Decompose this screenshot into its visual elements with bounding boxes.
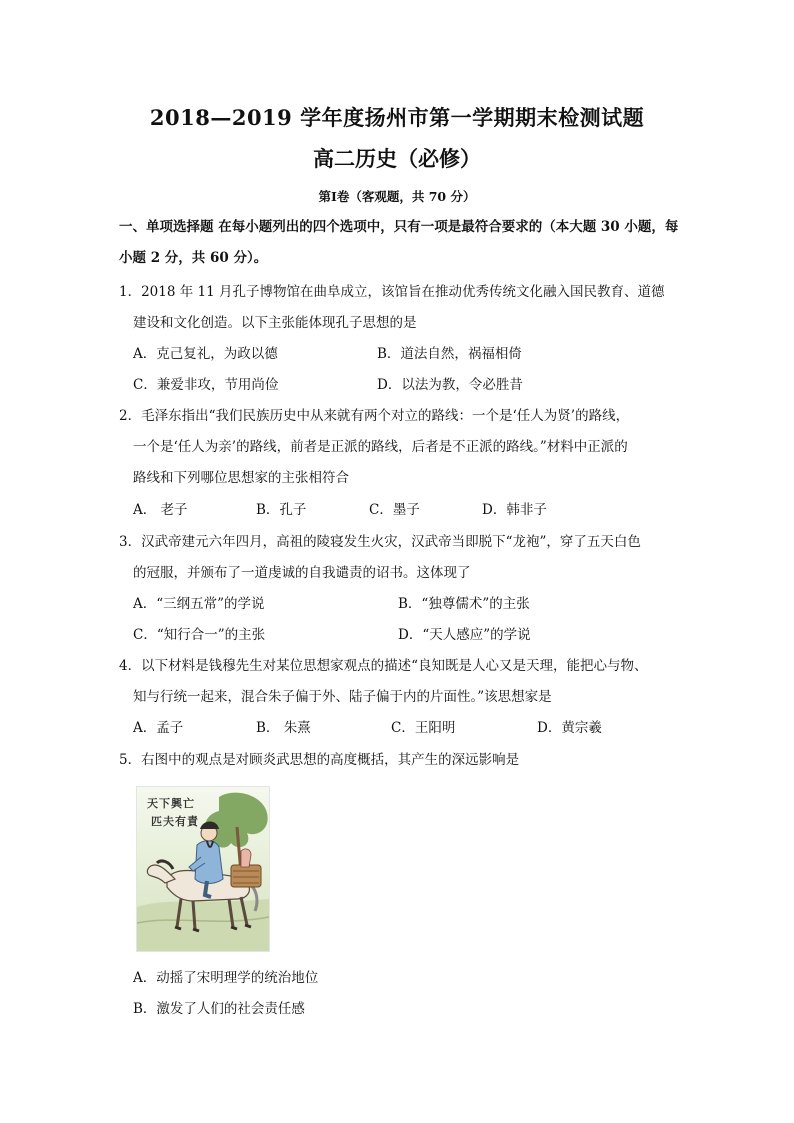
question-4-option-c: C．王阳明 [391,720,456,736]
question-1-stem-line-2: 建设和文化创造。以下主张能体现孔子思想的是 [133,315,417,331]
question-4-option-d: D．黄宗羲 [537,720,602,736]
exam-subtitle: 高二历史（必修） [313,146,481,171]
figure-caption-line-2: 匹夫有責 [151,815,199,828]
question-3-option-b: B．“独尊儒术”的主张 [398,596,530,612]
section-heading: 一、单项选择题 在每小题列出的四个选项中，只有一项是最符合要求的（本大题 30 小题，每小题 2 分，共 60 分）。 [119,219,679,266]
question-4-stem-line-2: 知与行统一起来，混合朱子偏于外、陆子偏于内的片面性。”该思想家是 [133,689,552,705]
question-2-option-b: B．孔子 [256,502,307,518]
horse-rider-drawing [137,787,269,951]
question-2-option-d: D．韩非子 [482,502,547,518]
question-1-stem-line-1: 1．2018 年 11 月孔子博物馆在曲阜成立，该馆旨在推动优秀传统文化融入国民教育、道德 [119,284,665,300]
question-2-option-a: A． 老子 [133,502,188,518]
question-3-option-c: C．“知行合一”的主张 [133,627,266,643]
question-2-stem-line-1: 2．毛泽东指出“我们民族历史中从来就有两个对立的路线：一个是‘任人为贤’的路线， [119,408,630,424]
question-2-option-c: C．墨子 [369,502,420,518]
question-1-option-d: D．以法为教，令必胜昔 [377,377,523,393]
question-4-option-a: A．孟子 [133,720,184,736]
question-1-option-c: C．兼爱非攻，节用尚俭 [133,377,279,393]
question-3-stem-line-2: 的冠服，并颁布了一道虔诚的自我谴责的诏书。这体现了 [133,565,471,581]
question-2-stem-line-2: 一个是‘任人为亲’的路线，前者是正派的路线，后者是不正派的路线。”材料中正派的 [133,439,628,455]
question-2-stem-line-3: 路线和下列哪位思想家的主张相符合 [133,470,349,486]
question-4-stem-line-1: 4．以下材料是钱穆先生对某位思想家观点的描述“良知既是人心又是天理，能把心与物、 [119,658,648,674]
question-4-option-b: B． 朱熹 [256,720,311,736]
question-5-option-a: A．动摇了宋明理学的统治地位 [133,970,319,986]
gu-yanwu-illustration [136,786,270,952]
part-heading: 第Ⅰ卷（客观题，共 70 分） [318,189,476,204]
question-3-option-a: A．“三纲五常”的学说 [133,596,265,612]
question-1-option-a: A．克己复礼，为政以德 [133,346,278,362]
question-5-stem: 5．右图中的观点是对顾炎武思想的高度概括，其产生的深远影响是 [119,752,520,768]
question-3-option-d: D．“天人感应”的学说 [398,627,531,643]
exam-title: 2018—2019 学年度扬州市第一学期期末检测试题 [149,105,645,130]
question-3-stem-line-1: 3．汉武帝建元六年四月，高祖的陵寝发生火灾，汉武帝当即脱下“龙袍”，穿了五天白色 [119,534,641,550]
question-5-option-b: B．激发了人们的社会责任感 [133,1001,305,1017]
figure-caption-line-1: 天下興亡 [147,797,195,810]
question-1-option-b: B．道法自然，祸福相倚 [377,346,522,362]
